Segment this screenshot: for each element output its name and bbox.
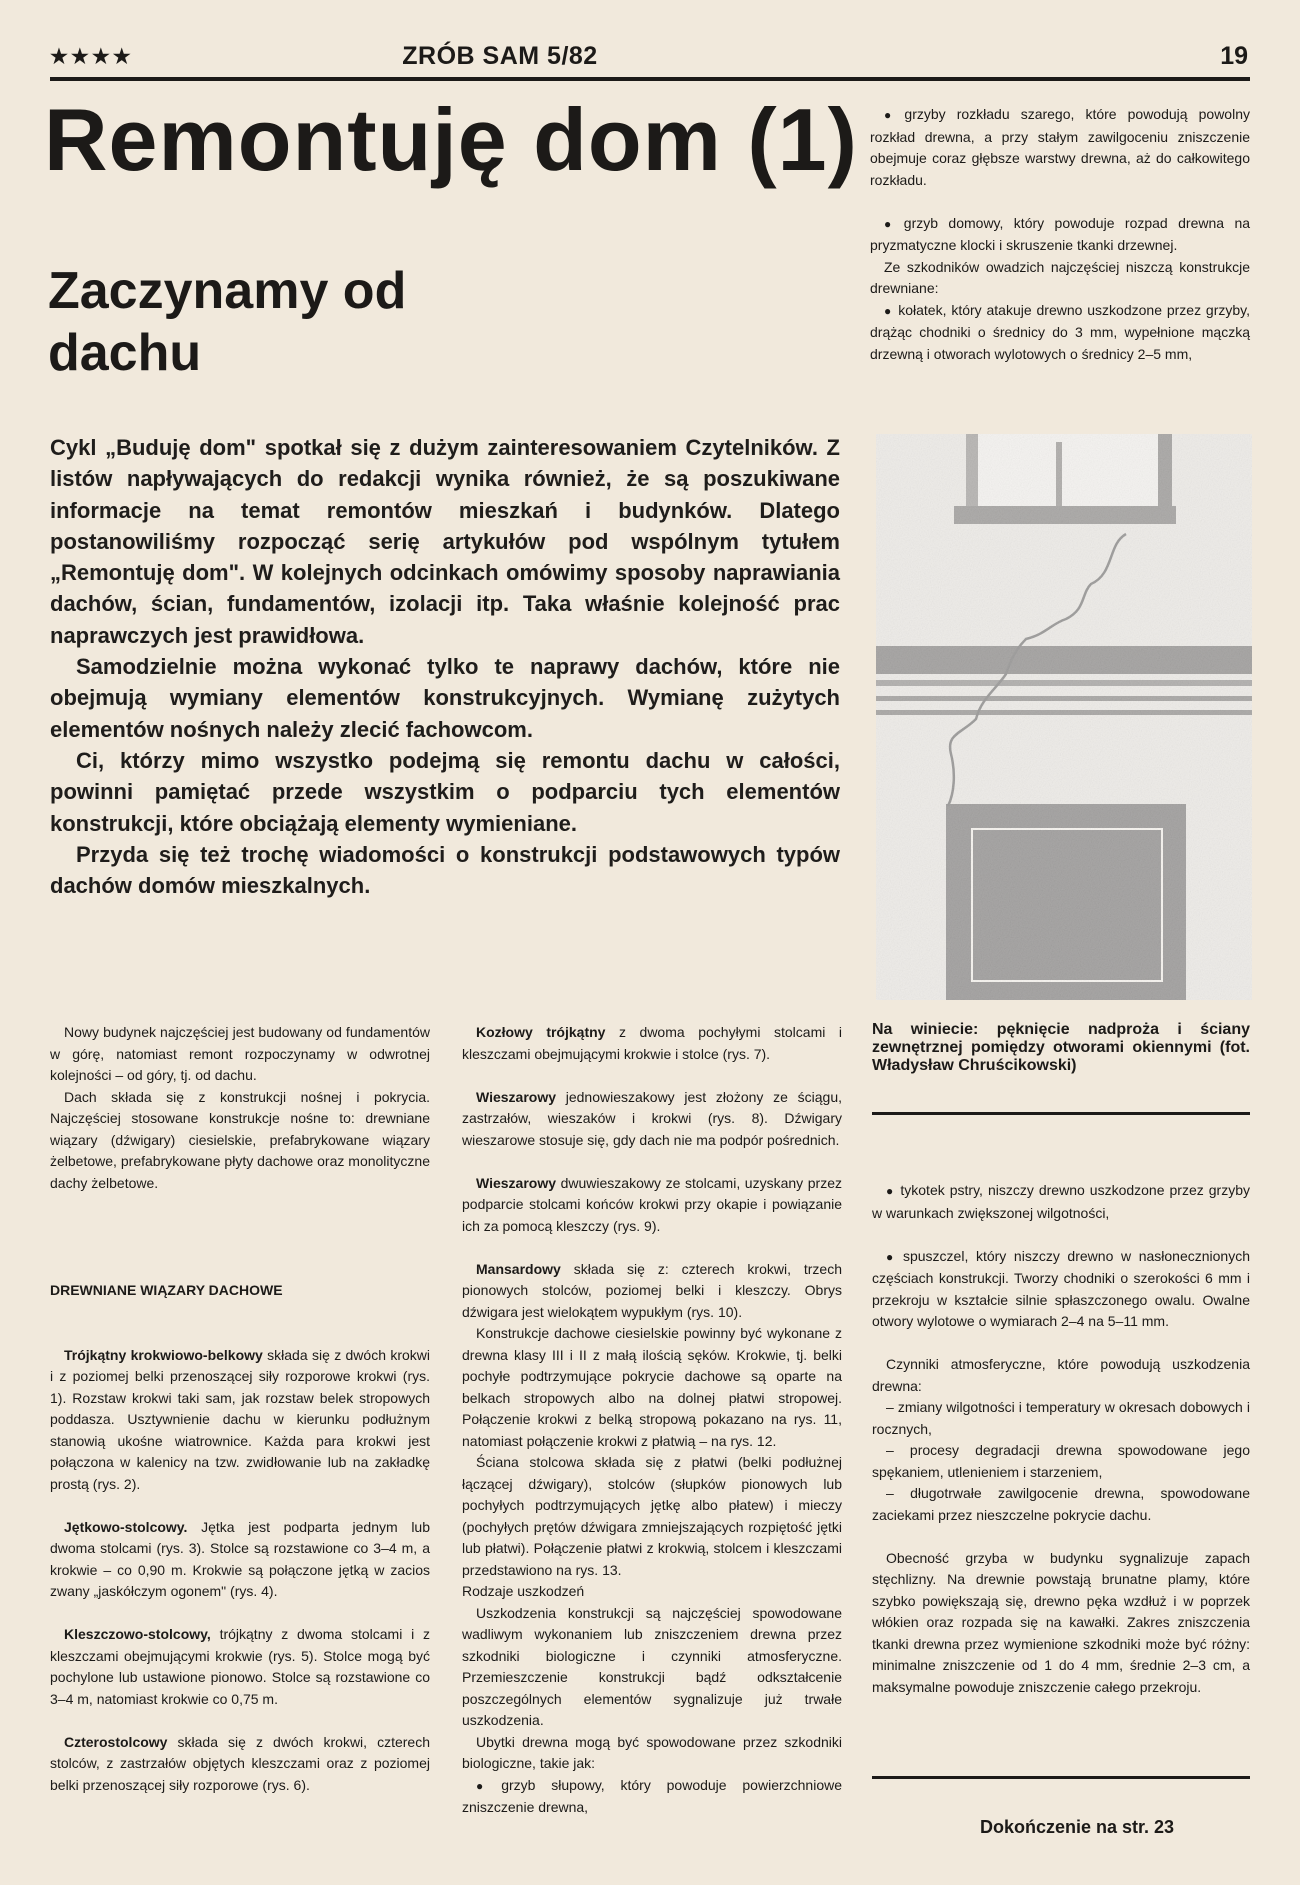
truss-type-paragraph (50, 1624, 430, 1710)
article-title: Remontuję dom (1) (44, 90, 858, 189)
lead-paragraph: Cykl „Buduję dom" spotkał się z dużym zainteresowaniem Czytelników. Z listów napływających do redakcji wynika również, że są poszukiwane informacje na temat remontów mieszkań i budynków. Dlatego postanowiliśmy rozpocząć serię artykułów pod wspólnym tytułem „Remontuję dom". W kolejnych odcinkach omówimy sposoby naprawiania dachów, ścian, fundamentów, izolacji itp. Taka właśnie kolejność prac naprawczych jest prawidłowa. (50, 435, 840, 648)
truss-type-desc: składa się z dwóch krokwi, czterech stolców, z zastrzałów objętych kleszczami oraz z poziomej belki przenoszącej siły rozporowe (rys. 6). (50, 1733, 430, 1793)
truss-type-desc: jednowieszakowy jest złożony ze ściągu, zastrzałów, wieszaków i krokwi (rys. 8). Dźwigary wieszarowe stosuje się, gdy dach nie ma podpór pośrednich. (462, 1088, 842, 1148)
bullet-grey-rot: ● grzyby rozkładu szarego, które powodują powolny rozkład drewna, a przy stałym zawilgoceniu zniszczenie obejmuje coraz głębsze warstwy drewna, aż do całkowitego rozkładu. (870, 104, 1250, 191)
paragraph: Ściana stolcowa składa się z płatwi (belki podłużnej łączącej dźwigary), stolców (słupków pionowych lub pochyłych podtrzymujących jętkę albo płatew) i mieczy (pochyłych prętów dźwigara zmniejszających rozpiętość jętki lub płatwi). Połączenie płatwi z krokwią, stolcem i kleszczami przedstawiono na rys. 13. (462, 1454, 842, 1578)
bottom-rule (872, 1776, 1250, 1779)
bullet-item: ● tykotek pstry, niszczy drewno uszkodzone przez grzyby w warunkach zwiększonej wilgotności, (872, 1180, 1250, 1224)
truss-type-desc: składa się z: czterech krokwi, trzech pionowych stolców, poziomej belki i kleszczy. Obrys dźwigara jest wielokątem wypukłym (rys. 10). (462, 1260, 842, 1320)
wall-crack-photo (876, 434, 1252, 1000)
truss-type-name: Trójkątny krokwiowo-belkowy (64, 1346, 263, 1363)
truss-type-desc: dwuwieszakowy ze stolcami, uzyskany przez podparcie stolcami końców krokwi przy okapie i powiązanie ich za pomocą kleszczy (rys. 9). (462, 1174, 842, 1234)
truss-type-paragraph (462, 1022, 842, 1065)
paragraph: Uszkodzenia konstrukcji są najczęściej spowodowane wadliwym wykonaniem lub zniszczeniem drewna przez szkodniki biologiczne i czynniki atmosferyczne. Przemieszczenie konstrukcji bądź odkształcenie poszczególnych elementów sygnalizuje już trwałe uszkodzenia. (462, 1604, 842, 1728)
dash-item: – zmiany wilgotności i temperatury w okresach dobowych i rocznych, (872, 1399, 1250, 1437)
paragraph: Czynniki atmosferyczne, które powodują uszkodzenia drewna: (872, 1356, 1250, 1394)
bullet-house-fungus: ● grzyb domowy, który powoduje rozpad drewna na pryzmatyczne klocki i skruszenie tkanki drzewnej. (870, 213, 1250, 257)
section-heading: DREWNIANE WIĄZARY DACHOWE (50, 1282, 283, 1298)
lead-text (50, 432, 840, 901)
truss-type-desc: trójkątny z dwoma stolcami i z kleszczami obejmującymi krokwie (rys. 5). Stolce mogą być pochylone lub ustawione pionowo. Stolce są rozstawione co 3–4 m, natomiast krokwie co 0,75 m. (50, 1626, 430, 1707)
paragraph: Obecność grzyba w budynku sygnalizuje zapach stęchlizny. Na drewnie powstają brunatne plamy, które szybko powiększają się, drewno pęka wzdłuż i w poprzek włókien oraz rozpada się na kawałki. Zakres zniszczenia tkanki drewna przez wymienione szkodniki może być różny: minimalne zniszczenie od 1 do 4 mm, średnie 2–3 cm, a maksymalne powoduje zniszczenie całego przekroju. (872, 1549, 1250, 1695)
truss-type-paragraph (50, 1732, 430, 1797)
subheading: Rodzaje uszkodzeń (462, 1583, 585, 1599)
paragraph: Konstrukcje dachowe ciesielskie powinny być wykonane z drewna klasy III i II z małą ilością sęków. Krokwie, tj. belki pochyłe podtrzymujące pokrycie dachowe są oparte na belkach stropowych albo na dolnej płatwi stropowej. Połączenie krokwi z belką stropową pokazano na rys. 11, natomiast połączenie krokwi z płatwią – na rys. 12. (462, 1325, 842, 1449)
truss-type-paragraph (50, 1345, 430, 1496)
dash-item: – procesy degradacji drewna spowodowane jego spękaniem, utlenieniem i starzeniem, (872, 1442, 1250, 1480)
truss-type-desc: z dwoma pochyłymi stolcami i kleszczami obejmującymi krokwie i stolce (rys. 7). (462, 1024, 842, 1062)
top-right-column (870, 104, 1250, 365)
bullet-item: ● spuszczel, który niszczy drewno w nasłonecznionych częściach konstrukcji. Tworzy chodniki o szerokości 6 mm i przekroju w kształcie silnie spłaszczonego owalu. Owalne otwory wylotowe o wymiarach 2–4 na 5–11 mm. (872, 1246, 1250, 1333)
truss-type-desc: składa się z dwóch krokwi i z poziomej belki przenoszącej siły rozporowe krokwi (rys. 1). Rozstaw krokwi taki sam, jak rozstaw belek stropowych poddasza. Usztywnienie dachu w kierunku podłużnym stanowią ukośne wiatrownice. Każda para krokwi jest połączona w kalenicy na tzw. zwidłowanie lub na zakładkę prostą (rys. 2). (50, 1346, 430, 1492)
truss-type-paragraph (50, 1517, 430, 1603)
rating-stars: ★★★★ (50, 46, 134, 68)
truss-type-paragraph (462, 1259, 842, 1324)
lead-paragraph: Ci, którzy mimo wszystko podejmą się remontu dachu w całości, powinni pamiętać przede wszystkim o podparciu tych elementów konstrukcji, które obciążają elementy wymieniane. (50, 747, 840, 836)
lead-paragraph: Samodzielnie można wykonać tylko te naprawy dachów, które nie obejmują wymiany elementów konstrukcyjnych. Wymianę zużytych elementów nośnych należy zlecić fachowcom. (50, 654, 840, 742)
paragraph: Dach składa się z konstrukcji nośnej i pokrycia. Najczęściej stosowane konstrukcje nośne to: drewniane wiązary (dźwigary) ciesielskie, prefabrykowane wiązary żelbetowe, prefabrykowane płyty dachowe oraz monolityczne dachy żelbetowe. (50, 1088, 430, 1191)
bullet-item: ● grzyb słupowy, który powoduje powierzchniowe zniszczenie drewna, (462, 1775, 842, 1819)
truss-type-desc: Jętka jest podparta jednym lub dwoma stolcami (rys. 3). Stolce są rozstawione co 3–4 m, a krokwie – co 0,90 m. Krokwie są połączone jętką w zacios zwany „jaskółczym ogonem" (rys. 4). (50, 1518, 430, 1599)
column-2 (462, 1022, 842, 1819)
truss-type-name: Jętkowo-stolcowy. (64, 1518, 188, 1535)
header-rule (50, 77, 1250, 81)
column-1 (50, 1022, 430, 1796)
paragraph: Nowy budynek najczęściej jest budowany od fundamentów w górę, natomiast remont rozpoczynamy w odwrotnej kolejności – od góry, tj. od dachu. (50, 1024, 430, 1083)
caption-rule (872, 1112, 1250, 1115)
dash-item: – długotrwałe zawilgocenie drewna, spowodowane zaciekami przez nieszczelne pokrycie dachu. (872, 1485, 1250, 1523)
truss-type-name: Kleszczowo-stolcowy, (64, 1626, 211, 1642)
truss-type-name: Mansardowy (476, 1260, 561, 1277)
truss-type-name: Czterostolcowy (64, 1733, 168, 1750)
truss-type-name: Wieszarowy (476, 1174, 557, 1191)
article-subtitle: Zaczynamy od dachu (48, 262, 407, 382)
truss-type-paragraph (462, 1173, 842, 1238)
photo-caption: Na winiecie: pęknięcie nadproża i ściany zewnętrznej pomiędzy otworami okiennymi (fot. Władysław Chruścikowski) (872, 1021, 1250, 1074)
paragraph-insects: Ze szkodników owadzich najczęściej niszczą konstrukcje drewniane: (870, 258, 1250, 296)
paragraph: Ubytki drewna mogą być spowodowane przez szkodniki biologiczne, takie jak: (462, 1733, 842, 1771)
truss-type-paragraph (462, 1087, 842, 1152)
magazine-issue: ZRÓB SAM 5/82 (402, 42, 598, 70)
page-number: 19 (1220, 42, 1248, 70)
truss-type-name: Kozłowy trójkątny (476, 1024, 606, 1040)
column-3 (872, 1180, 1250, 1698)
bullet-kolatek: ● kołatek, który atakuje drewno uszkodzone przez grzyby, drążąc chodniki o średnicy do 3 mm, wypełnione mączką drzewną i otworach wylotowych o średnicy 2–5 mm, (870, 300, 1250, 366)
continuation-note: Dokończenie na str. 23 (980, 1817, 1175, 1837)
lead-paragraph: Przyda się też trochę wiadomości o konstrukcji podstawowych typów dachów domów mieszkalnych. (50, 841, 840, 899)
truss-type-name: Wieszarowy (476, 1088, 557, 1105)
